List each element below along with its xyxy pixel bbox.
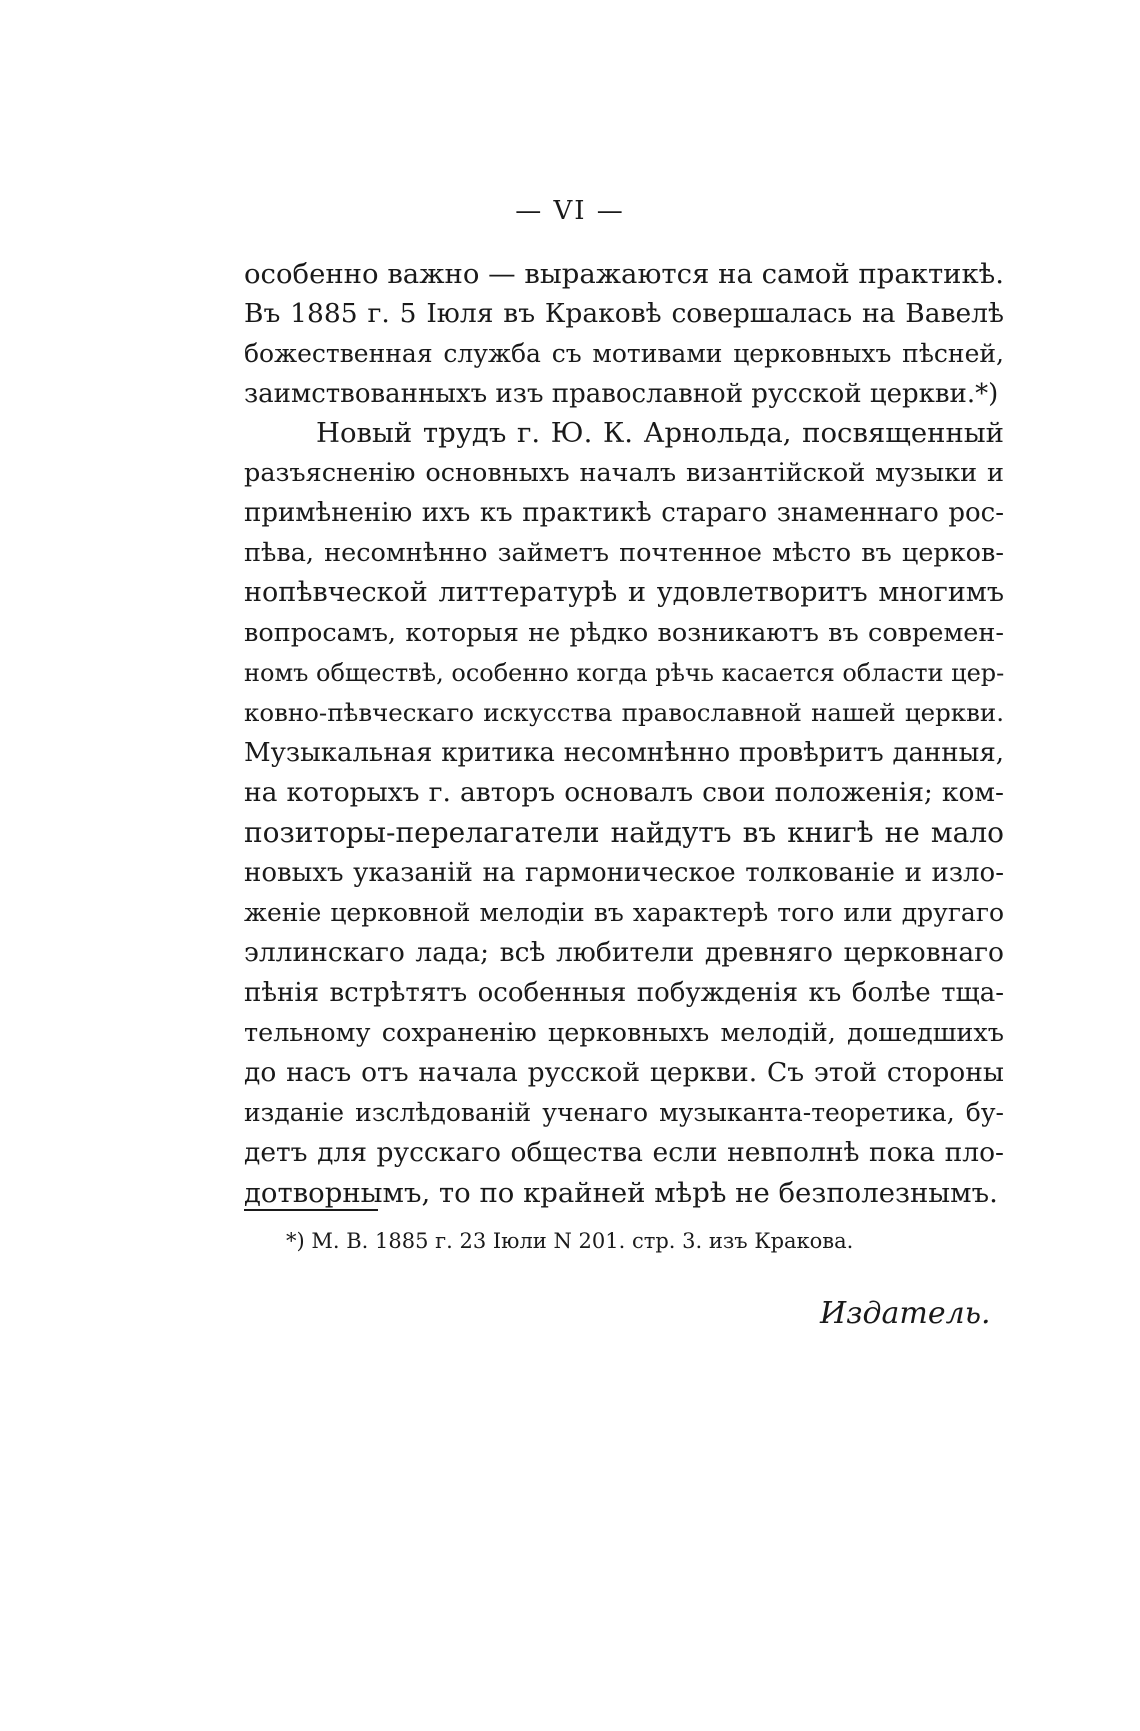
text-line: пѣнія встрѣтятъ особенныя побужденія къ болѣе тща-: [244, 978, 1004, 1008]
text-line: примѣненію ихъ къ практикѣ стараго знаменнаго рос-: [244, 498, 1004, 528]
text-line: пѣва, несомнѣнно займетъ почтенное мѣсто въ церков-: [244, 538, 1004, 568]
text-line: разъясненію основныхъ началъ византійской музыки и: [244, 458, 1004, 488]
text-line: вопросамъ, которыя не рѣдко возникаютъ въ современ-: [244, 618, 1004, 648]
text-line: заимствованныхъ изъ православной русской церкви.*): [244, 379, 999, 409]
text-line: ковно-пѣвческаго искусства православной нашей церкви.: [244, 698, 1004, 727]
text-line: дотворнымъ, то по крайней мѣрѣ не безполезнымъ.: [244, 1177, 998, 1209]
text-line: эллинскаго лада; всѣ любители древняго церковнаго: [244, 937, 1004, 968]
text-line: детъ для русскаго общества если невполнѣ пока пло-: [244, 1137, 1004, 1168]
paragraph-2: [244, 413, 1004, 1213]
text-line: нопѣвческой литтературѣ и удовлетворитъ многимъ: [244, 577, 1004, 608]
text-line: Новый трудъ г. Ю. К. Арнольда, посвященный: [316, 417, 1004, 449]
text-line: номъ обществѣ, особенно когда рѣчь касается области цер-: [244, 659, 1005, 687]
text-line: особенно важно — выражаются на самой практикѣ.: [244, 258, 1004, 290]
text-line: божественная служба съ мотивами церковныхъ пѣсней,: [244, 339, 1004, 368]
page-number: — VI —: [515, 196, 625, 226]
text-line: позиторы-перелагатели найдутъ въ книгѣ не мало: [244, 816, 1004, 849]
text-line: новыхъ указаній на гармоническое толкованіе и изло-: [244, 858, 1004, 888]
footnote: *) М. В. 1885 г. 23 Іюли N 201. стр. 3. изъ Кракова.: [286, 1229, 854, 1253]
text-line: изданіе изслѣдованій ученаго музыканта-теоретика, бу-: [244, 1098, 1004, 1127]
text-line: на которыхъ г. авторъ основалъ свои положенія; ком-: [244, 777, 1004, 808]
text-line: тельному сохраненію церковныхъ мелодій, дошедшихъ: [244, 1018, 1004, 1048]
text-line: женіе церковной мелодіи въ характерѣ того или другаго: [244, 898, 1004, 927]
paragraph-1: [244, 254, 1004, 414]
text-line: Музыкальная критика несомнѣнно провѣритъ данныя,: [244, 738, 1004, 768]
text-line: Въ 1885 г. 5 Іюля въ Краковѣ совершалась на Вавелѣ: [244, 298, 1004, 329]
text-line: до насъ отъ начала русской церкви. Съ этой стороны: [244, 1057, 1004, 1088]
footnote-divider: [244, 1209, 378, 1211]
publisher-signature: Издатель.: [820, 1296, 991, 1331]
